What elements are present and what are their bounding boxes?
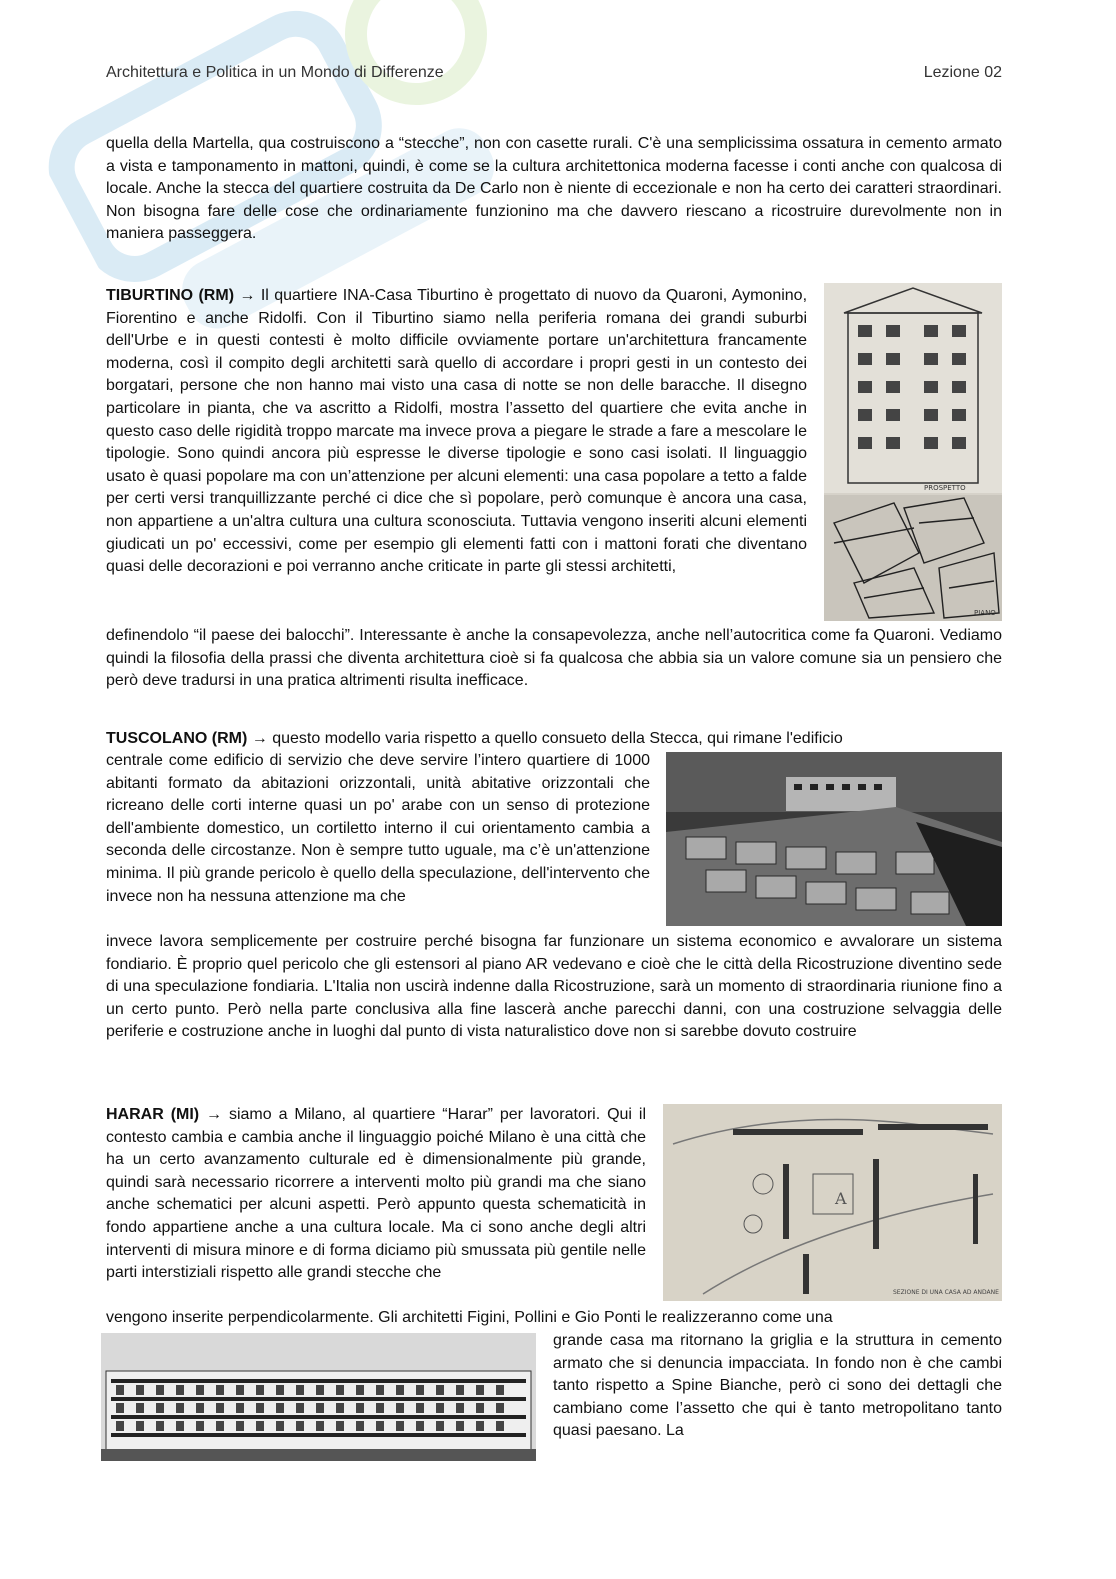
harar-paragraph-cont: grande casa ma ritornano la griglia e la struttura in cemento armato che si denuncia impacciata. In fondo non è che cambi tanto rispetto a Spine Bianche, però ci sono dei dettagli che cambiano come l’assetto che qui è tanto metropolitano tanto quasi paesano. La <box>553 1332 1002 1440</box>
harar-site-plan <box>663 1104 1002 1301</box>
tuscolano-text-first: questo modello varia rispetto a quello consueto della Stecca, qui rimane l'edificio <box>272 730 843 747</box>
harar-paragraph-line: vengono inserite perpendicolarmente. Gli architetti Figini, Pollini e Gio Ponti le realizzeranno come una <box>106 1309 833 1326</box>
tiburtino-drawing <box>824 283 1002 621</box>
tuscolano-paragraph-cont: invece lavora semplicemente per costruire perché bisogna far funzionare un sistema economico e avvalorare un sistema fondiario. È proprio quel pericolo che gli estensori al piano AR vedevano e cioè che le città della Ricostruzione diventino sede di una speculazione fondiaria. L'Italia non uscirà indenne dalla Ricostruzione, sarà un momento di straordinaria riunione fino a un certo punto. Però nella parte conclusiva alla fine lascerà anche parecchi danni, con una costruzione selvaggia delle periferie e costruzione anche in luoghi dal punto di vista naturalistico dove non si sarebbe dovuto costruire <box>106 933 1002 1041</box>
course-title: Architettura e Politica in un Mondo di Differenze <box>106 64 444 81</box>
svg-text:A: A <box>835 1189 847 1208</box>
tuscolano-aerial-photo <box>666 752 1002 926</box>
tuscolano-heading: TUSCOLANO (RM) <box>106 730 248 747</box>
intro-paragraph: quella della Martella, qua costruiscono a “stecche”, non con casette rurali. C'è una semplicissima ossatura in cemento armato a vista e tamponamento in mattoni, quindi, è come se la cultura architettonica moderna facesse i conti anche con qualcosa di locale. Anche la stecca del quartiere costruita da De Carlo non è niente di eccezionale e non ha certo dei caratteri straordinari. Non bisogna fare delle cose che ordinariamente funzionino ma che davvero riescano a ricostruire durevolmente non in maniera passeggera. <box>106 135 1002 243</box>
harar-paragraph <box>106 1104 646 1285</box>
page-header <box>106 64 1002 88</box>
harar-heading: HARAR (MI) <box>106 1106 200 1123</box>
tuscolano-first-line <box>106 728 1002 751</box>
plan-label: PIANO <box>974 609 996 617</box>
plan-caption: SEZIONE DI UNA CASA AD ANDANE <box>893 1289 999 1296</box>
harar-arrow: → <box>206 1106 223 1123</box>
tiburtino-text: Il quartiere INA-Casa Tiburtino è progettato di nuovo da Quaroni, Aymonino, Fiorentino e anche Ridolfi. Con il Tiburtino siamo nella periferia romana dei grandi suburbi dell'Urbe e in questi contesti è molto difficile ovviamente portare un'architettura francamente moderna, così il compito degli architetti sarà quello di accordare i propri gesti in un contesto dei borgatari, persone che non hanno mai visto una casa di notte se non delle baracche. Il disegno particolare in pianta, che va ascritto a Ridolfi, mostra l’assetto del quartiere che evita anche in questo caso delle rigidità troppo marcate ma invece prova a piegare le strade a fare a mescolare le tipologie. Sono quindi ancora più espresse le diverse tipologie e sono casi isolati. Il linguaggio usato è quasi popolare ma con un’attenzione per alcuni elementi: una casa popolare a tetto a falde per certi versi tranquillizzante perché ci dice che sì popolare, però comunque è ancora una casa, non appartiene a un'altra cultura una cultura sconosciuta. Tuttavia vengono inseriti alcuni elementi giudicati un po' eccessivi, come per esempio gli elementi fatti con i mattoni forati che diventano quasi delle decorazioni e poi verranno anche criticate in parte gli stessi architetti, <box>106 287 808 576</box>
tiburtino-heading: TIBURTINO (RM) <box>106 287 235 304</box>
tiburtino-paragraph <box>106 285 807 579</box>
tiburtino-elevation-and-plan <box>824 283 1002 621</box>
tiburtino-arrow: → <box>239 287 256 304</box>
lesson-number: Lezione 02 <box>923 64 1002 81</box>
elevation-label: PROSPETTO <box>924 484 966 492</box>
tiburtino-paragraph-cont: definendolo “il paese dei balocchi”. Interessante è anche la consapevolezza, anche nell’autocritica come fa Quaroni. Vediamo quindi la filosofia della prassi che diventa architettura cioè si fa qualcosa che abbia sia un valore comune sia un pensiero che però deve tradursi in una pratica altrimenti risulta inefficace. <box>106 627 1002 690</box>
tuscolano-paragraph: centrale come edificio di servizio che deve servire l’intero quartiere di 1000 abitanti formato da abitazioni orizzontali, unità abitative orizzontali che ricreano delle corti interne quasi un po' arabe con un senso di protezione dell'ambiente domestico, un cortiletto interno il cui orientamento cambia a seconda delle circostanze. Non è sempre tutto uguale, ma c’è un'attenzione minima. Il più grande pericolo è quello della speculazione, dell'intervento che invece non ha nessuna attenzione ma che <box>106 752 650 905</box>
harar-building-photo <box>101 1333 536 1461</box>
tuscolano-arrow: → <box>251 730 268 747</box>
harar-text: siamo a Milano, al quartiere “Harar” per lavoratori. Qui il contesto cambia e cambia anche il linguaggio poiché Milano è una città che ha un certo avanzamento culturale ed è dimensionalmente più grande, quindi sarà necessario ricorrere a interventi molto più grandi ma che siano anche schematici per alcuni aspetti. Però appunto questa schematicità in fondo appartiene anche a una cultura locale. Ma ci sono anche degli altri interventi di misura minore e di forma diciamo più smussata più gentile nelle parti interstiziali rispetto alle grandi stecche che <box>106 1106 646 1282</box>
